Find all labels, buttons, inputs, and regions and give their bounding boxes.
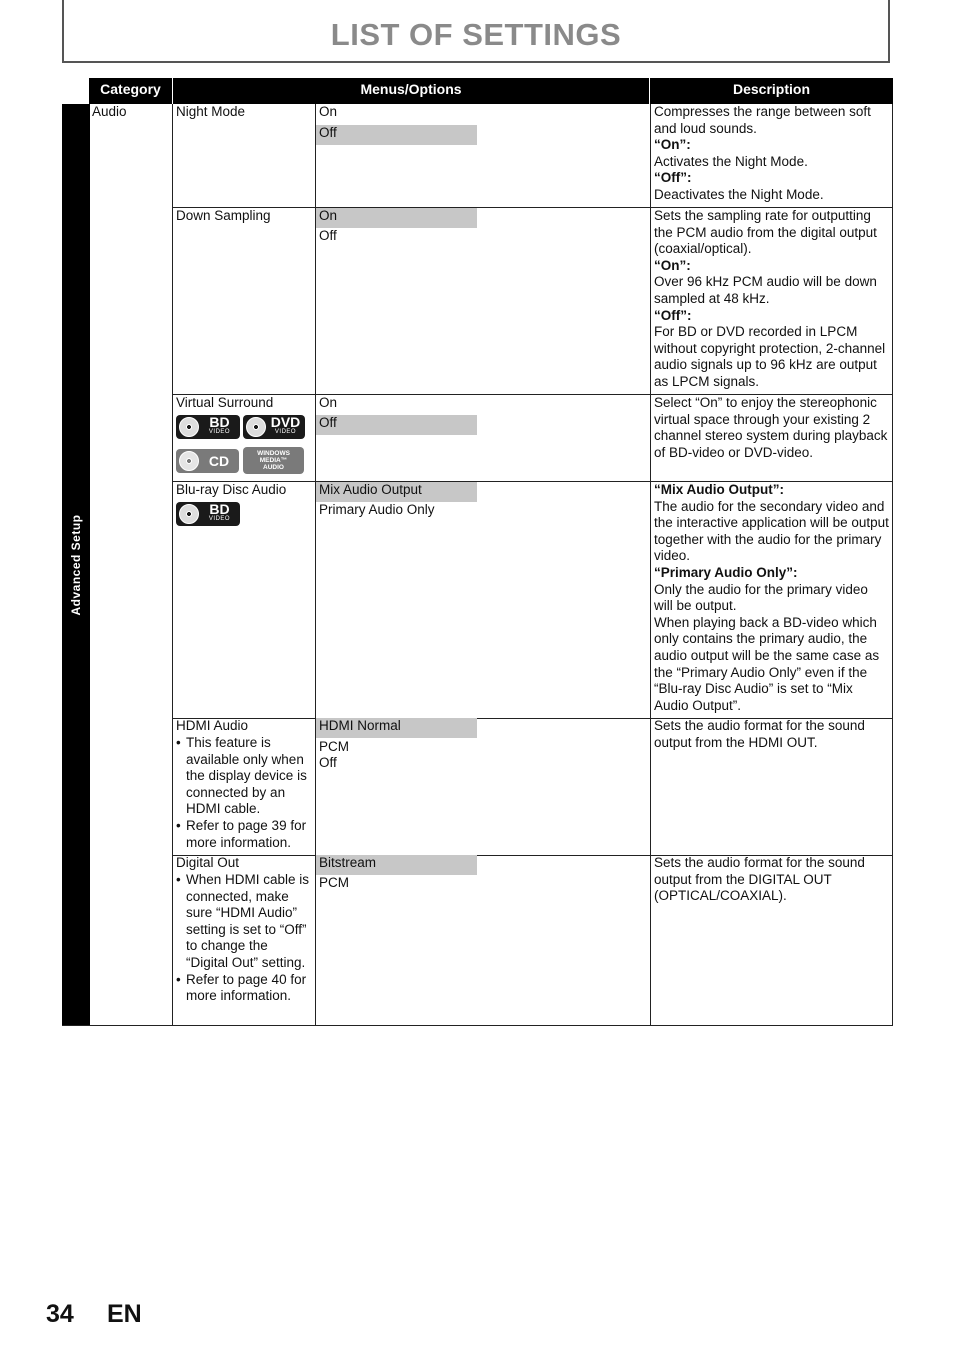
grid-line	[62, 1025, 893, 1026]
option-off-selected[interactable]: Off	[316, 415, 477, 435]
option-pcm[interactable]: PCM	[319, 875, 349, 890]
hdmi-audio-notes	[176, 735, 312, 851]
bd-video-logo-icon: BD VIDEO	[176, 502, 240, 526]
description-bluray-disc-audio	[654, 482, 890, 714]
menu-virtual-surround: Virtual Surround	[176, 395, 274, 410]
side-category-label: Advanced Setup	[69, 514, 83, 616]
description-night-mode	[654, 104, 890, 204]
menu-bluray-disc-audio: Blu-ray Disc Audio	[176, 482, 287, 497]
grid-line	[892, 104, 893, 1026]
description-text: Sets the audio format for the sound output from the DIGITAL OUT (OPTICAL/COAXIAL).	[654, 855, 865, 904]
side-category-bar	[62, 104, 90, 1026]
header-menus-options: Menus/Options	[173, 78, 649, 104]
description-term: “Mix Audio Output”:	[654, 482, 784, 497]
description-digital-out	[654, 855, 890, 905]
page-title: LIST OF SETTINGS	[330, 17, 622, 52]
description-text: Deactivates the Night Mode.	[654, 186, 824, 202]
page-language: EN	[107, 1300, 142, 1328]
windows-media-audio-logo-icon: WINDOWS MEDIA™ AUDIO	[243, 447, 304, 474]
title-box	[62, 0, 890, 63]
cd-logo-icon: CD	[176, 449, 239, 473]
description-text: Activates the Night Mode.	[654, 153, 808, 169]
category-audio: Audio	[92, 104, 127, 119]
header-category: Category	[89, 78, 172, 104]
grid-line	[172, 104, 173, 1026]
option-on[interactable]: On	[319, 104, 338, 119]
list-item: • Refer to page 40 for more information.	[176, 972, 312, 1005]
description-term: “Primary Audio Only”:	[654, 564, 798, 580]
description-term: “On”:	[654, 137, 691, 153]
description-text: Over 96 kHz PCM audio will be down sampled at 48 kHz.	[654, 274, 877, 306]
option-off[interactable]: Off	[319, 755, 337, 770]
description-text: Sets the audio format for the sound output from the HDMI OUT.	[654, 718, 865, 750]
description-term: “Off”:	[654, 170, 692, 186]
description-text: Sets the sampling rate for outputting the PCM audio from the digital output (coaxial/optical).	[654, 208, 877, 257]
list-item: • When HDMI cable is connected, make sure “HDMI Audio” setting is set to “Off” to change the “Digital Out” setting.	[176, 872, 312, 972]
dvd-video-logo-icon: DVD VIDEO	[243, 415, 305, 439]
header-description: Description	[650, 78, 893, 104]
menu-down-sampling: Down Sampling	[176, 208, 271, 223]
description-text: The audio for the secondary video and the interactive application will be output together with the audio for the primary video.	[654, 498, 889, 564]
option-bitstream-selected[interactable]: Bitstream	[316, 855, 477, 875]
option-off[interactable]: Off	[319, 228, 337, 243]
description-term: “On”:	[654, 257, 691, 273]
option-mix-audio-output-selected[interactable]: Mix Audio Output	[316, 482, 477, 502]
option-on[interactable]: On	[319, 395, 338, 410]
option-off-selected[interactable]: Off	[316, 125, 477, 145]
option-hdmi-normal-selected[interactable]: HDMI Normal	[316, 718, 477, 738]
option-on-selected[interactable]: On	[316, 208, 477, 228]
description-virtual-surround	[654, 395, 890, 461]
description-text: Select “On” to enjoy the stereophonic virtual space through your existing 2 channel stereo system during playback of BD-video or DVD-video.	[654, 395, 888, 460]
digital-out-notes	[176, 872, 312, 1005]
menu-hdmi-audio: HDMI Audio	[176, 718, 249, 733]
bd-video-logo-icon: BD VIDEO	[176, 415, 240, 439]
description-text: Compresses the range between soft and loud sounds.	[654, 104, 871, 136]
list-item: • This feature is available only when the display device is connected by an HDMI cable.	[176, 735, 312, 818]
description-down-sampling	[654, 208, 890, 391]
list-item: • Refer to page 39 for more information.	[176, 818, 312, 851]
menu-digital-out: Digital Out	[176, 855, 240, 870]
page-number: 34	[46, 1300, 74, 1328]
option-primary-audio-only[interactable]: Primary Audio Only	[319, 502, 435, 517]
description-text: Only the audio for the primary video will be output.	[654, 581, 868, 614]
description-term: “Off”:	[654, 307, 692, 323]
option-pcm[interactable]: PCM	[319, 739, 349, 754]
grid-line	[650, 104, 651, 1026]
menu-night-mode: Night Mode	[176, 104, 246, 119]
description-text: For BD or DVD recorded in LPCM without copyright protection, 2-channel audio signals up to 96 kHz are output as LPCM signals.	[654, 324, 886, 389]
description-hdmi-audio	[654, 718, 890, 751]
description-text: When playing back a BD-video which only contains the primary audio, the audio output will be the same case as the “Primary Audio Only” even if the “Blu-ray Disc Audio” is set to “Mix Audio Output”.	[654, 614, 880, 713]
